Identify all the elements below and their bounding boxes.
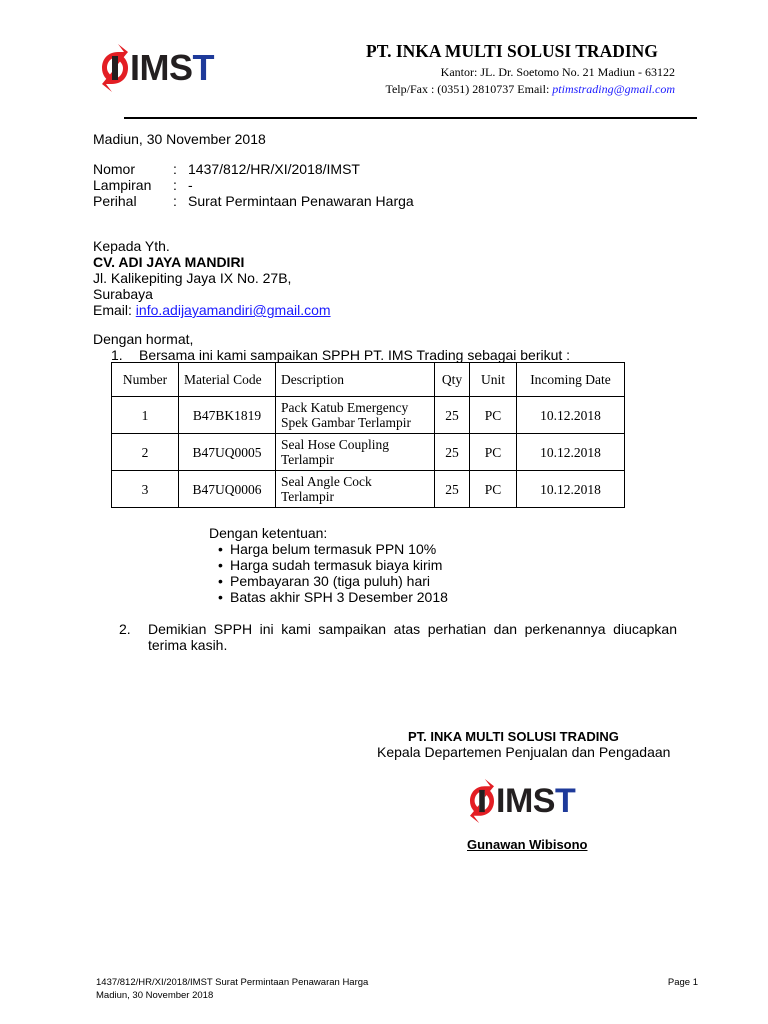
imst-arrow-logo-icon [464,777,500,825]
cell-description [276,471,435,508]
signatory-name: Gunawan Wibisono [467,837,588,852]
meta-key: Nomor [93,161,136,177]
header-divider [124,117,697,119]
table-header-row [112,363,625,397]
th-number: Number [112,363,179,397]
point-2-line-1: Demikian SPPH ini kami sampaikan atas perhatian dan perkenannya diucapkan [148,621,677,637]
recipient-name: CV. ADI JAYA MANDIRI [93,254,245,270]
cell-material-code: B47UQ0006 [179,471,276,508]
footer-line-2: Madiun, 30 November 2018 [96,990,214,1001]
point-1-text: Bersama ini kami sampaikan SPPH PT. IMS Trading sebagai berikut : [139,347,571,363]
point-1-number: 1. [111,347,123,363]
meta-row-nomor [93,161,414,177]
point-2-number: 2. [119,621,131,637]
table-row [112,434,625,471]
cell-unit: PC [470,397,517,434]
signature-company: PT. INKA MULTI SOLUSI TRADING [408,729,619,744]
imst-arrow-logo-icon [96,42,134,94]
recipient-email-link[interactable]: info.adijayamandiri@gmail.com [135,302,331,318]
company-logo [96,42,214,94]
desc-line-2: Terlampir [281,452,335,467]
cell-qty: 25 [435,471,470,508]
meta-sep: : [173,161,177,177]
cell-incoming-date: 10.12.2018 [517,434,625,471]
th-description: Description [276,363,435,397]
cell-description [276,397,435,434]
meta-row-perihal [93,193,414,209]
company-contact [385,82,675,97]
recipient-block [93,238,331,318]
terms-intro: Dengan ketentuan: [209,525,328,541]
point-1 [111,347,570,363]
meta-sep: : [173,193,177,209]
cell-material-code: B47UQ0005 [179,434,276,471]
desc-line-1: Seal Angle Cock [281,474,372,489]
page-number: Page 1 [667,977,698,988]
cell-description [276,434,435,471]
signature-title: Kepala Departemen Penjualan dan Pengadaan [377,744,671,760]
logo-text-ims: IMS [496,782,555,820]
cell-number: 2 [112,434,179,471]
company-email-link[interactable]: ptimstrading@gmail.com [552,82,675,96]
meta-value: Surat Permintaan Penawaran Harga [188,193,414,209]
th-material-code: Material Code [179,363,276,397]
list-item: • Harga belum termasuk PPN 10% [215,541,448,557]
point-2 [119,621,677,653]
terms-list [215,541,448,605]
company-name: PT. INKA MULTI SOLUSI TRADING [366,41,658,61]
meta-value: - [188,177,193,193]
cell-unit: PC [470,471,517,508]
meta-value: 1437/812/HR/XI/2018/IMST [188,161,360,177]
recipient-email-label: Email: [93,302,132,318]
meta-key: Lampiran [93,177,152,193]
recipient-street: Jl. Kalikepiting Jaya IX No. 27B, [93,270,292,286]
point-2-line-2: terima kasih. [148,637,228,653]
logo-text-t: T [554,782,576,820]
cell-number: 1 [112,397,179,434]
cell-unit: PC [470,434,517,471]
th-qty: Qty [435,363,470,397]
desc-line-1: Seal Hose Coupling [281,437,389,452]
meta-sep: : [173,177,177,193]
company-address: Kantor: JL. Dr. Soetomo No. 21 Madiun - 63122 [440,65,675,79]
telfax-label: Telp/Fax : (0351) 2810737 Email: [385,82,550,96]
recipient-greeting: Kepada Yth. [93,238,170,254]
items-table [111,362,625,508]
cell-incoming-date: 10.12.2018 [517,397,625,434]
meta-row-lampiran [93,177,414,193]
logo-text-t: T [192,47,215,88]
desc-line-2: Terlampir [281,489,335,504]
salutation: Dengan hormat, [93,331,194,347]
cell-material-code: B47BK1819 [179,397,276,434]
th-incoming-date: Incoming Date [517,363,625,397]
table-row [112,397,625,434]
meta-key: Perihal [93,193,137,209]
letter-date: Madiun, 30 November 2018 [93,131,266,147]
cell-qty: 25 [435,397,470,434]
list-item: • Harga sudah termasuk biaya kirim [215,557,448,573]
cell-qty: 25 [435,434,470,471]
desc-line-1: Pack Katub Emergency [281,400,409,415]
cell-number: 3 [112,471,179,508]
letter-meta [93,161,414,209]
th-unit: Unit [470,363,517,397]
recipient-email-row [93,302,331,318]
signature-logo [464,777,575,825]
terms-block [209,525,448,605]
logo-text-ims: IMS [130,47,193,88]
footer-line-1: 1437/812/HR/XI/2018/IMST Surat Permintaan Penawaran Harga [96,977,369,988]
page-footer [96,976,698,1002]
recipient-city: Surabaya [93,286,153,302]
cell-incoming-date: 10.12.2018 [517,471,625,508]
list-item: • Batas akhir SPH 3 Desember 2018 [215,589,448,605]
list-item: • Pembayaran 30 (tiga puluh) hari [215,573,448,589]
desc-line-2: Spek Gambar Terlampir [281,415,412,430]
table-row [112,471,625,508]
